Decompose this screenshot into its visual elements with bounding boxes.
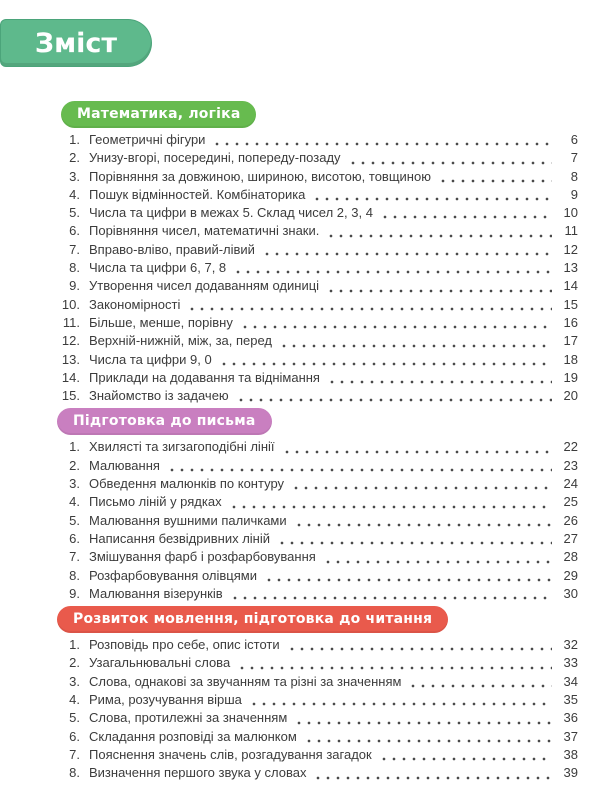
toc-row [57, 494, 578, 512]
leader-dots [167, 468, 552, 472]
leader-dots [326, 234, 552, 238]
item-title: Письмо ліній у рядках [89, 494, 222, 510]
leader-dots [237, 666, 552, 670]
leader-dots [212, 142, 552, 146]
item-title: Складання розповіді за малюнком [89, 728, 297, 744]
item-title: Числа та цифри 9, 0 [89, 351, 212, 367]
item-number: 7. [69, 746, 80, 762]
item-title: Знайомство із задачею [89, 388, 229, 404]
toc-row [57, 549, 578, 567]
item-page-number: 25 [563, 494, 578, 510]
item-page-number: 20 [563, 388, 578, 404]
leader-dots [287, 647, 552, 651]
item-page-number: 9 [570, 186, 578, 202]
item-page-number: 24 [563, 476, 578, 492]
item-page-number: 30 [563, 585, 578, 601]
leader-dots [219, 362, 552, 366]
item-page-number: 34 [563, 673, 578, 689]
section-math-logic [57, 101, 578, 406]
item-page-number: 14 [563, 278, 578, 294]
toc-row [57, 692, 578, 710]
toc-list-speech-reading [57, 637, 578, 783]
toc-row [57, 586, 578, 604]
item-number: 8. [69, 260, 80, 276]
section-speech-reading [57, 606, 578, 783]
item-title: Обведення малюнків по контуру [89, 476, 285, 492]
item-page-number: 32 [563, 637, 578, 653]
item-page-number: 17 [563, 333, 578, 349]
leader-dots [230, 596, 552, 600]
toc-row [57, 297, 578, 315]
item-number: 2. [69, 457, 80, 473]
toc-row [57, 710, 578, 728]
toc-row [57, 278, 578, 296]
item-page-number: 29 [563, 567, 578, 583]
item-title: Порівняння чисел, математичні знаки. [89, 223, 320, 239]
leader-dots [279, 344, 552, 348]
item-number: 5. [69, 710, 80, 726]
item-title: Слова, протилежні за значенням [89, 710, 288, 726]
item-number: 7. [69, 241, 80, 257]
leader-dots [323, 560, 552, 564]
item-title: Пошук відмінностей. Комбінаторика [89, 186, 306, 202]
item-title: Малювання вушними паличками [89, 512, 287, 528]
toc-row [57, 439, 578, 457]
toc-row [57, 674, 578, 692]
item-page-number: 12 [563, 241, 578, 257]
leader-dots [236, 398, 552, 402]
leader-dots [380, 215, 552, 219]
toc-row [57, 315, 578, 333]
item-title: Числа та цифри 6, 7, 8 [89, 260, 227, 276]
item-number: 2. [69, 655, 80, 671]
item-page-number: 38 [563, 746, 578, 762]
leader-dots [379, 757, 552, 761]
item-number: 7. [69, 549, 80, 565]
leader-dots [233, 270, 552, 274]
item-number: 3. [69, 673, 80, 689]
item-title: Числа та цифри в межах 5. Склад чисел 2, 3, 4 [89, 205, 373, 221]
leader-dots [304, 739, 552, 743]
leader-dots [294, 523, 552, 527]
item-number: 6. [69, 728, 80, 744]
item-number: 6. [69, 223, 80, 239]
toc-row [57, 531, 578, 549]
item-number: 6. [69, 530, 80, 546]
item-number: 13. [61, 351, 80, 367]
toc-row [57, 205, 578, 223]
item-number: 9. [69, 585, 80, 601]
toc-content [57, 0, 578, 784]
item-title: Розповідь про себе, опис істоти [89, 637, 280, 653]
toc-row [57, 169, 578, 187]
toc-row [57, 729, 578, 747]
item-title: Закономірності [89, 296, 181, 312]
item-page-number: 6 [570, 132, 578, 147]
item-number: 10. [61, 296, 80, 312]
item-page-number: 27 [563, 530, 578, 546]
item-number: 14. [61, 369, 80, 385]
toc-row [57, 568, 578, 586]
item-page-number: 23 [563, 457, 578, 473]
item-page-number: 7 [570, 150, 578, 166]
item-page-number: 11 [564, 223, 578, 239]
item-page-number: 37 [563, 728, 578, 744]
item-title: Змішування фарб і розфарбовування [89, 549, 316, 565]
toc-row [57, 260, 578, 278]
toc-row [57, 458, 578, 476]
toc-row [57, 242, 578, 260]
toc-row [57, 476, 578, 494]
item-number: 1. [69, 637, 80, 653]
toc-row [57, 637, 578, 655]
leader-dots [326, 289, 552, 293]
section-pill-math-logic: Математика, логіка [61, 101, 256, 128]
item-title: Порівняння за довжиною, шириною, висотою, товщиною [89, 168, 431, 184]
item-title: Пояснення значень слів, розгадування загадок [89, 746, 372, 762]
item-page-number: 26 [563, 512, 578, 528]
item-page-number: 16 [563, 314, 578, 330]
item-number: 15. [61, 388, 80, 404]
item-number: 1. [69, 132, 80, 147]
leader-dots [262, 252, 552, 256]
toc-row [57, 388, 578, 406]
leader-dots [312, 197, 552, 201]
item-title: Приклади на додавання та віднімання [89, 369, 320, 385]
leader-dots [291, 486, 552, 490]
toc-row [57, 187, 578, 205]
item-title: Більше, менше, порівну [89, 314, 233, 330]
leader-dots [438, 179, 552, 183]
toc-row [57, 765, 578, 783]
section-pill-writing-prep: Підготовка до письма [57, 408, 272, 435]
item-number: 4. [69, 692, 80, 708]
item-number: 2. [69, 150, 80, 166]
item-title: Утворення чисел додаванням одиниці [89, 278, 320, 294]
item-title: Розфарбовування олівцями [89, 567, 257, 583]
item-number: 3. [69, 476, 80, 492]
item-title: Написання безвідривних ліній [89, 530, 270, 546]
item-page-number: 15 [563, 296, 578, 312]
leader-dots [348, 161, 552, 165]
item-number: 8. [69, 765, 80, 781]
leader-dots [327, 380, 552, 384]
item-number: 1. [69, 439, 80, 455]
leader-dots [240, 325, 552, 329]
item-title: Вправо-вліво, правий-лівий [89, 241, 255, 257]
item-number: 8. [69, 567, 80, 583]
item-page-number: 35 [563, 692, 578, 708]
toc-row [57, 747, 578, 765]
section-pill-speech-reading: Розвиток мовлення, підготовка до читання [57, 606, 448, 633]
toc-list-writing-prep [57, 439, 578, 604]
toc-row [57, 370, 578, 388]
item-page-number: 39 [563, 765, 578, 781]
item-title: Визначення першого звука у словах [89, 765, 307, 781]
section-writing-prep [57, 408, 578, 604]
toc-list-math-logic [57, 132, 578, 406]
item-page-number: 8 [570, 168, 578, 184]
item-number: 9. [69, 278, 80, 294]
contents-title: Зміст [34, 27, 118, 59]
item-number: 5. [69, 205, 80, 221]
item-number: 3. [69, 168, 80, 184]
leader-dots [277, 541, 552, 545]
item-number: 5. [69, 512, 80, 528]
item-page-number: 28 [563, 549, 578, 565]
toc-row [57, 150, 578, 168]
item-page-number: 22 [563, 439, 578, 455]
item-page-number: 13 [563, 260, 578, 276]
item-number: 4. [69, 186, 80, 202]
item-title: Геометричні фігури [89, 132, 206, 147]
toc-row [57, 333, 578, 351]
item-title: Узагальнювальні слова [89, 655, 231, 671]
item-number: 12. [61, 333, 80, 349]
leader-dots [249, 702, 552, 706]
item-title: Хвилясті та зигзагоподібні лінії [89, 439, 275, 455]
item-page-number: 33 [563, 655, 578, 671]
item-title: Малювання [89, 457, 160, 473]
leader-dots [408, 684, 552, 688]
item-page-number: 18 [563, 351, 578, 367]
item-title: Рима, розучування вірша [89, 692, 242, 708]
toc-row [57, 655, 578, 673]
item-page-number: 36 [563, 710, 578, 726]
leader-dots [294, 721, 552, 725]
item-page-number: 19 [563, 369, 578, 385]
leader-dots [282, 450, 553, 454]
item-number: 4. [69, 494, 80, 510]
item-page-number: 10 [563, 205, 578, 221]
leader-dots [229, 505, 552, 509]
toc-row [57, 352, 578, 370]
leader-dots [187, 307, 552, 311]
item-title: Унизу-вгорі, посередині, попереду-позаду [89, 150, 341, 166]
leader-dots [313, 776, 552, 780]
toc-row [57, 223, 578, 241]
item-title: Верхній-нижній, між, за, перед [89, 333, 273, 349]
toc-row [57, 513, 578, 531]
leader-dots [264, 578, 552, 582]
item-title: Слова, однакові за звучанням та різні за значенням [89, 673, 402, 689]
toc-row [57, 132, 578, 150]
item-title: Малювання візерунків [89, 585, 223, 601]
item-number: 11. [62, 314, 80, 330]
